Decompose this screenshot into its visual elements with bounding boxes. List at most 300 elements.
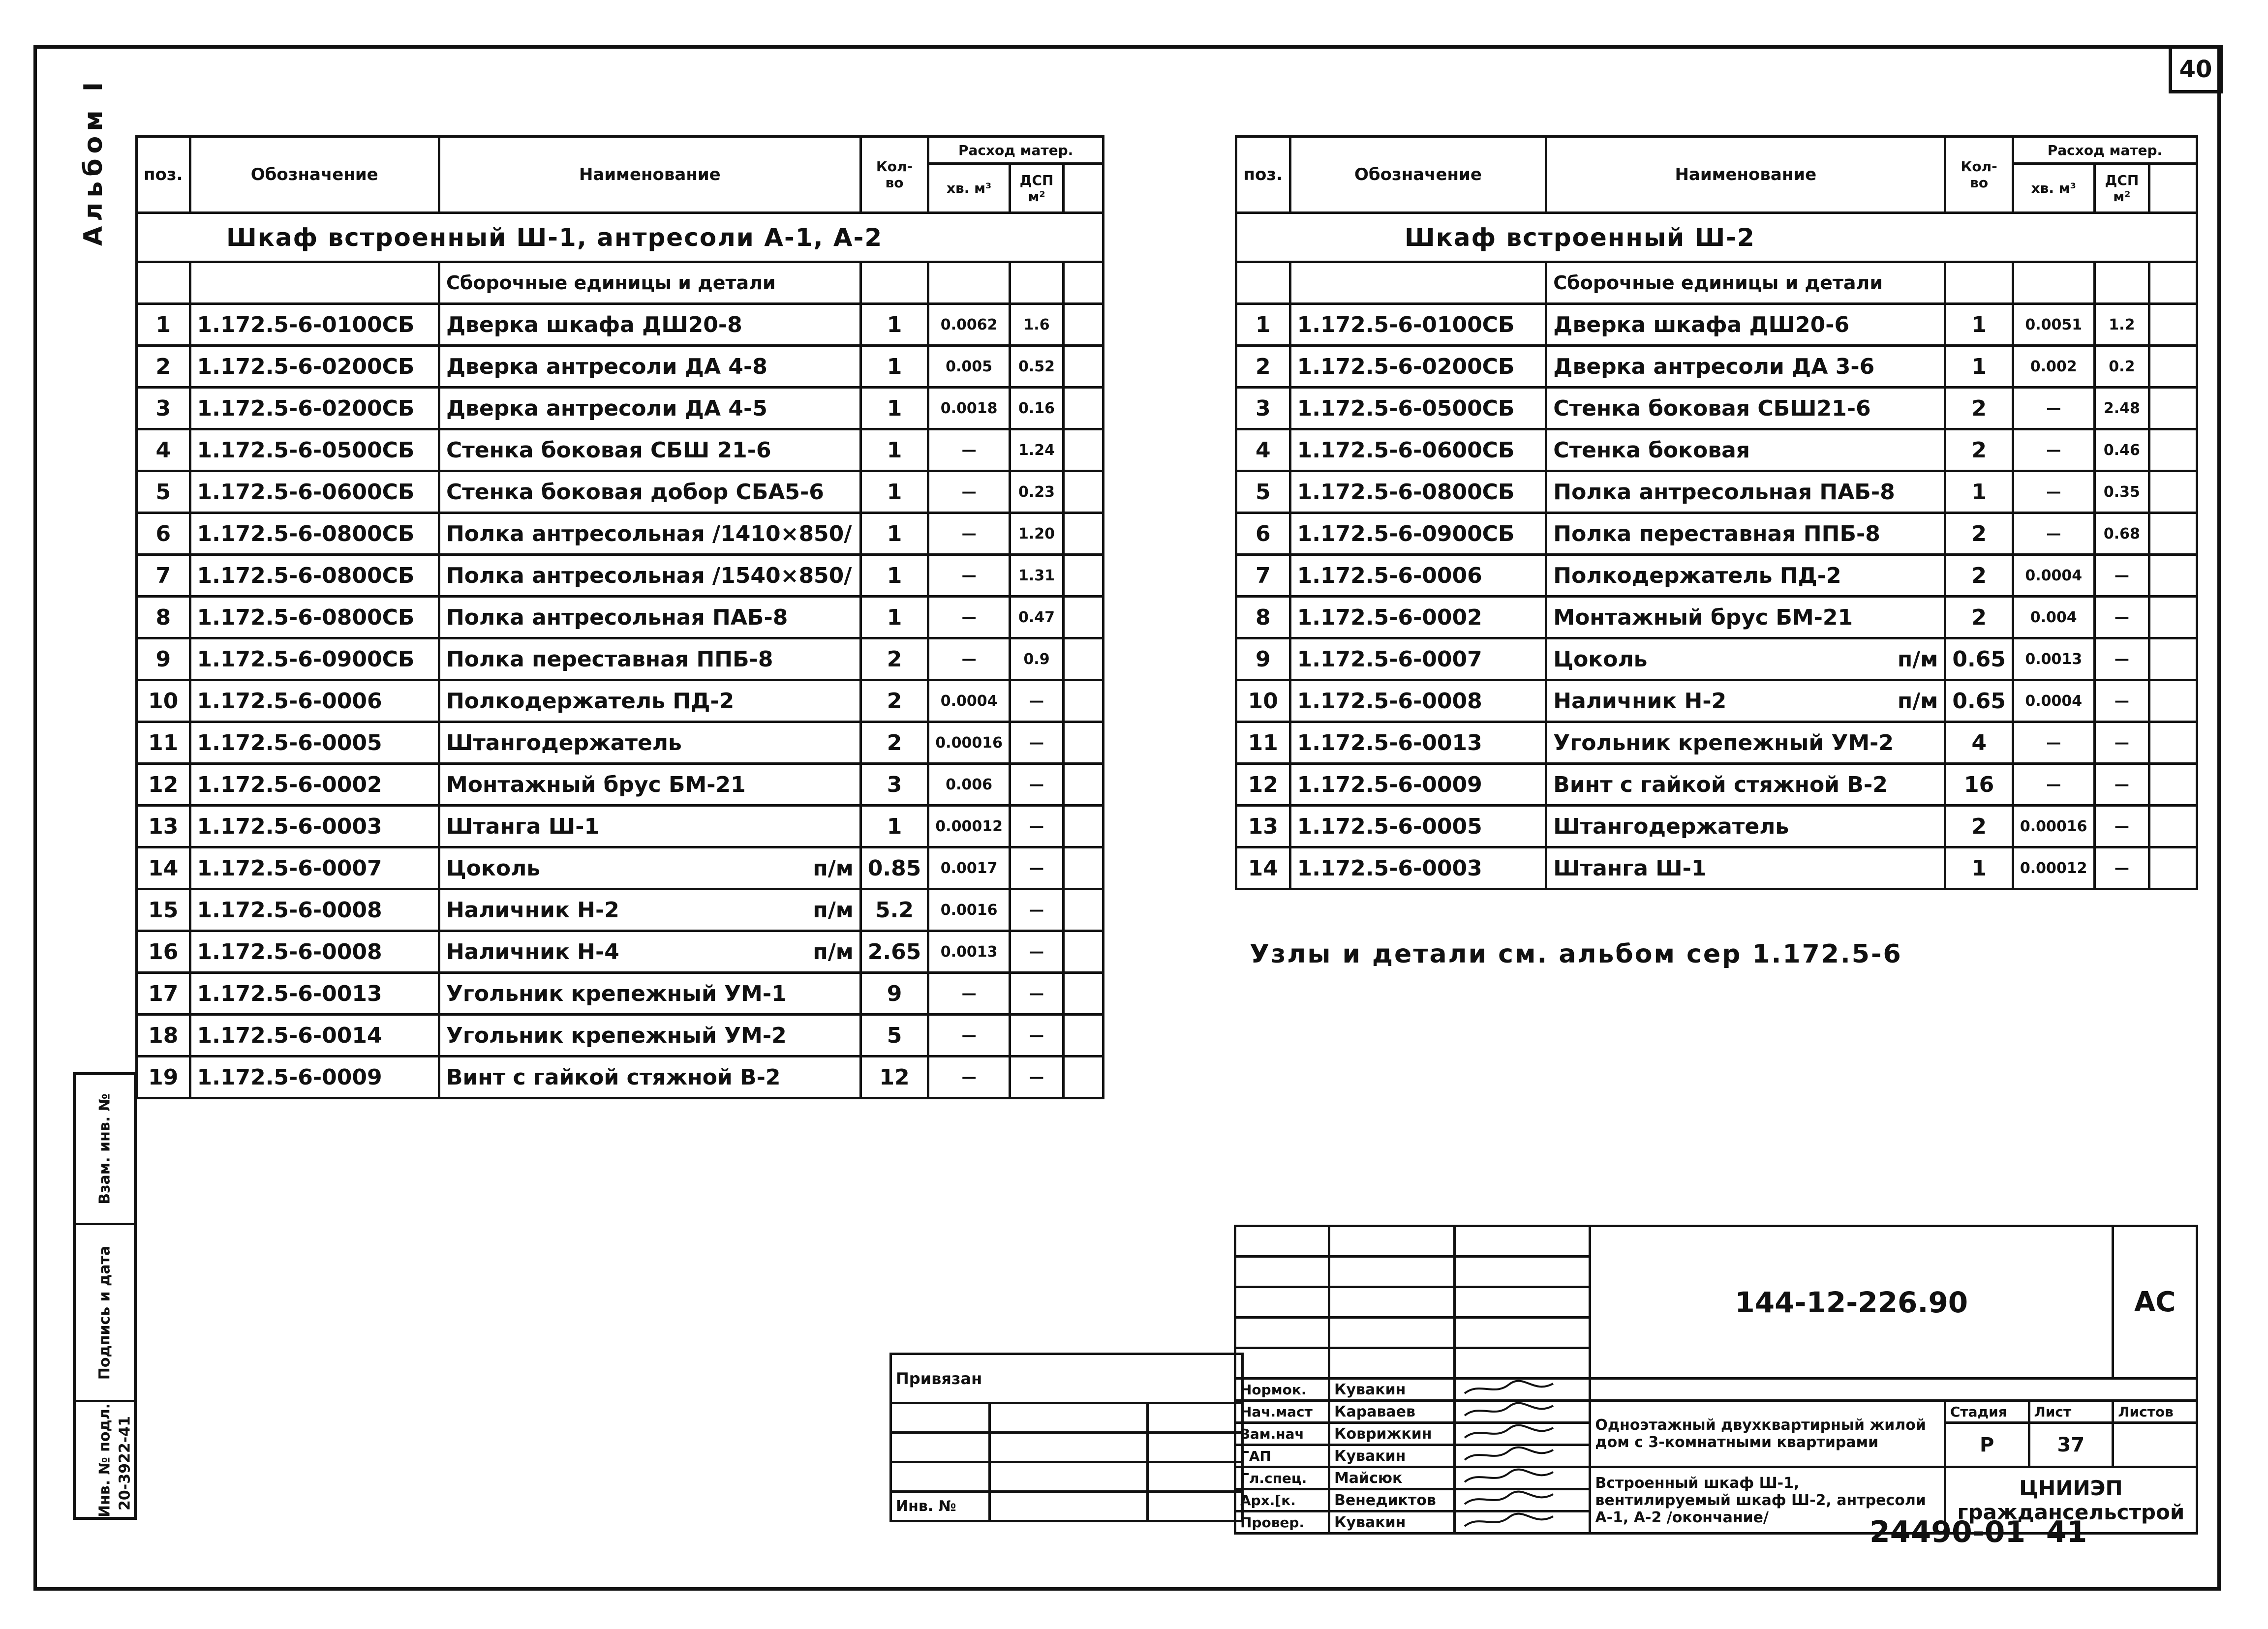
role-person: Майсюк (1329, 1467, 1454, 1489)
row-dsp: 0.46 (2094, 429, 2149, 471)
left-row (137, 1015, 1103, 1056)
row-dsp: — (2094, 597, 2149, 638)
header-qty: Кол-во (860, 137, 928, 213)
row-dsp: — (2094, 638, 2149, 680)
row-hv: 0.0004 (928, 680, 1010, 722)
row-qty: 1 (1945, 471, 2013, 513)
row-pos: 6 (1236, 513, 1290, 555)
signature-scribble (1460, 1402, 1558, 1419)
row-dsp: — (2094, 847, 2149, 889)
row-designation: 1.172.5-6-0005 (1290, 806, 1546, 847)
row-name-text: Полка переставная ППБ-8 (446, 646, 773, 672)
role-title: Арх.[к. (1235, 1489, 1329, 1511)
header-empty (1064, 164, 1103, 213)
row-name (439, 304, 860, 346)
signature (1454, 1379, 1590, 1401)
right-row (1236, 555, 2197, 597)
row-hv: — (928, 597, 1010, 638)
row-designation: 1.172.5-6-0002 (190, 764, 439, 806)
row-dsp: — (1010, 889, 1063, 931)
row-name-text: Полка антресольная ПАБ-8 (446, 604, 788, 630)
row-name-text: Полка переставная ППБ-8 (1553, 521, 1880, 546)
row-hv: — (928, 1056, 1010, 1098)
row-qty: 1 (860, 513, 928, 555)
row-name-text: Цоколь (1553, 646, 1648, 672)
album-label: Альбом I (79, 77, 108, 246)
row-pos: 3 (1236, 388, 1290, 429)
row-name (1546, 555, 1945, 597)
row-dsp: — (1010, 806, 1063, 847)
header-pos: поз. (1236, 137, 1290, 213)
right-row (1236, 513, 2197, 555)
row-qty: 5 (860, 1015, 928, 1056)
row-name-text: Монтажный брус БМ-21 (1553, 604, 1853, 630)
right-spec-table (1235, 135, 2198, 890)
right-row (1236, 722, 2197, 764)
row-name (439, 388, 860, 429)
row-pos: 13 (1236, 806, 1290, 847)
row-designation: 1.172.5-6-0800СБ (1290, 471, 1546, 513)
stamp-inv-podl: Инв. № подл. (76, 1400, 134, 1518)
row-hv: 0.005 (928, 346, 1010, 388)
row-designation: 1.172.5-6-0200СБ (190, 388, 439, 429)
row-designation: 1.172.5-6-0100СБ (1290, 304, 1546, 346)
row-designation: 1.172.5-6-0800СБ (190, 513, 439, 555)
row-pos: 3 (137, 388, 190, 429)
left-row (137, 471, 1103, 513)
row-designation: 1.172.5-6-0006 (1290, 555, 1546, 597)
row-name (1546, 429, 1945, 471)
row-name (1546, 388, 1945, 429)
right-subtitle: Сборочные единицы и детали (1546, 262, 1945, 304)
row-name (439, 973, 860, 1015)
row-qty: 2 (1945, 597, 2013, 638)
row-name (439, 638, 860, 680)
row-name (439, 346, 860, 388)
title-block (1234, 1225, 2198, 1535)
row-dsp: — (2094, 680, 2149, 722)
row-qty: 16 (1945, 764, 2013, 806)
row-dsp: 1.20 (1010, 513, 1063, 555)
row-designation: 1.172.5-6-0600СБ (190, 471, 439, 513)
role-title: Гл.спец. (1235, 1467, 1329, 1489)
row-name (1546, 806, 1945, 847)
header-qty: Кол-во (1945, 137, 2013, 213)
row-pos: 10 (1236, 680, 1290, 722)
row-designation: 1.172.5-6-0007 (1290, 638, 1546, 680)
signature-scribble (1460, 1468, 1558, 1486)
row-qty: 1 (860, 388, 928, 429)
row-dsp: 0.47 (1010, 597, 1063, 638)
row-name-text: Штанга Ш-1 (1553, 855, 1707, 881)
row-hv: 0.0017 (928, 847, 1010, 889)
row-hv: — (928, 513, 1010, 555)
row-qty: 2 (860, 638, 928, 680)
row-dsp: — (1010, 764, 1063, 806)
row-hv: — (2013, 429, 2094, 471)
row-name (1546, 346, 1945, 388)
row-name-text: Полкодержатель ПД-2 (446, 688, 735, 714)
row-hv: 0.00016 (928, 722, 1010, 764)
row-name (1546, 847, 1945, 889)
header-consumption: Расход матер. (2013, 137, 2197, 164)
row-pos: 16 (137, 931, 190, 973)
row-qty: 1 (860, 304, 928, 346)
row-name (1546, 638, 1945, 680)
row-hv: 0.0013 (2013, 638, 2094, 680)
left-row (137, 680, 1103, 722)
row-name (1546, 471, 1945, 513)
signature (1454, 1445, 1590, 1467)
row-name-text: Наличник Н-4 (446, 939, 619, 965)
header-dsp: ДСП м² (1010, 164, 1063, 213)
row-hv: 0.0016 (928, 889, 1010, 931)
left-row (137, 388, 1103, 429)
role-person: Коврижкин (1329, 1423, 1454, 1445)
left-row (137, 889, 1103, 931)
row-name-text: Штанга Ш-1 (446, 814, 600, 839)
row-qty: 2 (1945, 429, 2013, 471)
note-text: Узлы и детали см. альбом сер 1.172.5-6 (1250, 939, 1902, 969)
row-pos: 8 (137, 597, 190, 638)
row-dsp: — (2094, 555, 2149, 597)
row-designation: 1.172.5-6-0007 (190, 847, 439, 889)
row-dsp: 0.52 (1010, 346, 1063, 388)
row-qty: 2 (860, 722, 928, 764)
left-spec-table (135, 135, 1104, 1099)
row-pos: 4 (137, 429, 190, 471)
row-pos: 1 (137, 304, 190, 346)
left-row (137, 597, 1103, 638)
right-row (1236, 346, 2197, 388)
row-designation: 1.172.5-6-0800СБ (190, 597, 439, 638)
row-qty: 2 (1945, 513, 2013, 555)
row-name (1546, 680, 1945, 722)
signature (1454, 1511, 1590, 1534)
row-designation: 1.172.5-6-0013 (190, 973, 439, 1015)
row-name-text: Дверка шкафа ДШ20-8 (446, 312, 742, 337)
row-dsp: 0.23 (1010, 471, 1063, 513)
right-row (1236, 471, 2197, 513)
row-designation: 1.172.5-6-0200СБ (190, 346, 439, 388)
row-name (1546, 304, 1945, 346)
row-designation: 1.172.5-6-0008 (190, 889, 439, 931)
row-dsp: 0.68 (2094, 513, 2149, 555)
row-pos: 17 (137, 973, 190, 1015)
row-name-text: Угольник крепежный УМ-2 (1553, 730, 1894, 755)
row-hv: — (2013, 388, 2094, 429)
role-person: Караваев (1329, 1401, 1454, 1423)
row-designation: 1.172.5-6-0500СБ (190, 429, 439, 471)
row-dsp: 1.24 (1010, 429, 1063, 471)
row-dsp: 0.16 (1010, 388, 1063, 429)
row-qty: 5.2 (860, 889, 928, 931)
row-dsp: 1.2 (2094, 304, 2149, 346)
row-name-text: Дверка антресоли ДА 3-6 (1553, 354, 1875, 379)
row-qty: 3 (860, 764, 928, 806)
right-row (1236, 429, 2197, 471)
row-pos: 14 (1236, 847, 1290, 889)
row-name-text: Угольник крепежный УМ-1 (446, 981, 787, 1006)
right-row (1236, 764, 2197, 806)
row-qty: 0.65 (1945, 680, 2013, 722)
row-dsp: — (1010, 1015, 1063, 1056)
row-hv: 0.0018 (928, 388, 1010, 429)
row-qty: 1 (860, 806, 928, 847)
row-name (439, 931, 860, 973)
row-name (439, 680, 860, 722)
header-dsp: ДСП м² (2094, 164, 2149, 213)
row-qty: 1 (1945, 847, 2013, 889)
role-row (1235, 1401, 2197, 1423)
row-dsp: 0.35 (2094, 471, 2149, 513)
row-pos: 6 (137, 513, 190, 555)
org-name: ЦНИИЭП гражданcельстрой (1945, 1467, 2197, 1534)
row-pos: 12 (1236, 764, 1290, 806)
left-row (137, 513, 1103, 555)
right-row (1236, 388, 2197, 429)
row-designation: 1.172.5-6-0009 (190, 1056, 439, 1098)
row-name (439, 555, 860, 597)
row-unit: п/м (813, 855, 854, 881)
role-title: Зам.нач (1235, 1423, 1329, 1445)
sheet-label: Лист (2029, 1401, 2113, 1423)
row-name (439, 806, 860, 847)
row-dsp: — (2094, 764, 2149, 806)
row-designation: 1.172.5-6-0008 (1290, 680, 1546, 722)
header-name: Наименование (439, 137, 860, 213)
row-name-text: Стенка боковая добор СБА5-6 (446, 479, 824, 505)
signature (1454, 1423, 1590, 1445)
row-name-text: Полка антресольная ПАБ-8 (1553, 479, 1895, 505)
sheets-label: Листов (2113, 1401, 2197, 1423)
row-name-text: Стенка боковая СБШ21-6 (1553, 395, 1871, 421)
stamp-inv-podl-value: 20-3922-41 (116, 1416, 134, 1510)
signature-scribble (1460, 1446, 1558, 1464)
row-hv: 0.0004 (2013, 680, 2094, 722)
row-hv: — (928, 973, 1010, 1015)
left-subtitle: Сборочные единицы и детали (439, 262, 860, 304)
row-hv: 0.0004 (2013, 555, 2094, 597)
left-row (137, 722, 1103, 764)
row-name (439, 722, 860, 764)
row-unit: п/м (1897, 646, 1938, 672)
left-row (137, 847, 1103, 889)
role-person: Кувакин (1329, 1445, 1454, 1467)
row-designation: 1.172.5-6-0900СБ (1290, 513, 1546, 555)
row-qty: 9 (860, 973, 928, 1015)
role-title: Нач.маст (1235, 1401, 1329, 1423)
left-section-title: Шкаф встроенный Ш-1, антресоли А-1, А-2 (137, 213, 1103, 262)
sheet-title: Встроенный шкаф Ш-1, вентилируемый шкаф Ш-2, антресоли А-1, А-2 /окончание/ (1590, 1467, 1945, 1534)
row-designation: 1.172.5-6-0500СБ (1290, 388, 1546, 429)
row-pos: 9 (137, 638, 190, 680)
row-name-text: Стенка боковая (1553, 437, 1750, 463)
row-qty: 1 (860, 597, 928, 638)
row-name (439, 1015, 860, 1056)
row-qty: 1 (1945, 304, 2013, 346)
row-name-text: Дверка антресоли ДА 4-8 (446, 354, 767, 379)
header-hv: хв. м³ (928, 164, 1010, 213)
privyazan-label: Привязан (891, 1354, 1243, 1403)
page-number: 40 (2169, 45, 2223, 93)
row-hv: — (928, 638, 1010, 680)
row-pos: 5 (137, 471, 190, 513)
row-pos: 2 (137, 346, 190, 388)
row-dsp: — (2094, 722, 2149, 764)
right-table-body (1236, 304, 2197, 889)
role-title: ГАП (1235, 1445, 1329, 1467)
doc-code: 144-12-226.90 (1590, 1226, 2113, 1379)
row-name-text: Винт с гайкой стяжной В-2 (446, 1064, 781, 1090)
row-dsp: — (1010, 847, 1063, 889)
row-qty: 2.65 (860, 931, 928, 973)
row-dsp: — (1010, 680, 1063, 722)
row-qty: 2 (1945, 806, 2013, 847)
stamp-podpis-data: Подпись и дата (76, 1223, 134, 1400)
row-hv: — (928, 471, 1010, 513)
row-pos: 2 (1236, 346, 1290, 388)
row-designation: 1.172.5-6-0100СБ (190, 304, 439, 346)
row-qty: 0.65 (1945, 638, 2013, 680)
header-pos: поз. (137, 137, 190, 213)
right-row (1236, 638, 2197, 680)
row-name-text: Наличник Н-2 (446, 897, 619, 923)
row-name-text: Дверка антресоли ДА 4-5 (446, 395, 767, 421)
role-row (1235, 1379, 2197, 1401)
row-pos: 9 (1236, 638, 1290, 680)
row-pos: 18 (137, 1015, 190, 1056)
row-name (1546, 597, 1945, 638)
row-pos: 11 (1236, 722, 1290, 764)
bottom-code: 24490-01 41 (1870, 1515, 2087, 1549)
row-hv: 0.002 (2013, 346, 2094, 388)
row-pos: 10 (137, 680, 190, 722)
signature-scribble (1460, 1512, 1558, 1530)
inv-no-label: Инв. № (891, 1492, 990, 1521)
row-hv: — (2013, 722, 2094, 764)
row-name-text: Наличник Н-2 (1553, 688, 1727, 714)
row-hv: — (928, 429, 1010, 471)
row-pos: 19 (137, 1056, 190, 1098)
row-hv: — (2013, 471, 2094, 513)
row-name-text: Полка антресольная /1540×850/ (446, 563, 852, 588)
row-hv: 0.00012 (928, 806, 1010, 847)
row-name-text: Полка антресольная /1410×850/ (446, 521, 852, 546)
row-hv: — (2013, 513, 2094, 555)
right-section-title: Шкаф встроенный Ш-2 (1236, 213, 2197, 262)
row-pos: 1 (1236, 304, 1290, 346)
signature-scribble (1460, 1490, 1558, 1508)
header-empty (2149, 164, 2197, 213)
row-qty: 2 (1945, 388, 2013, 429)
row-hv: — (928, 1015, 1010, 1056)
row-qty: 1 (860, 429, 928, 471)
row-designation: 1.172.5-6-0800СБ (190, 555, 439, 597)
row-dsp: 2.48 (2094, 388, 2149, 429)
row-name (1546, 513, 1945, 555)
row-hv: 0.0051 (2013, 304, 2094, 346)
row-designation: 1.172.5-6-0003 (190, 806, 439, 847)
row-qty: 2 (860, 680, 928, 722)
row-designation: 1.172.5-6-0005 (190, 722, 439, 764)
row-name (439, 429, 860, 471)
row-dsp: — (1010, 931, 1063, 973)
row-dsp: — (1010, 722, 1063, 764)
row-pos: 8 (1236, 597, 1290, 638)
row-designation: 1.172.5-6-0008 (190, 931, 439, 973)
row-hv: 0.0062 (928, 304, 1010, 346)
row-dsp: 0.2 (2094, 346, 2149, 388)
header-name: Наименование (1546, 137, 1945, 213)
value-sheet: 37 (2029, 1423, 2113, 1467)
signature (1454, 1489, 1590, 1511)
row-qty: 12 (860, 1056, 928, 1098)
stamp-inv-podl-value-wrap (110, 1412, 140, 1515)
right-row (1236, 806, 2197, 847)
row-name (1546, 764, 1945, 806)
row-designation: 1.172.5-6-0003 (1290, 847, 1546, 889)
left-row (137, 931, 1103, 973)
value-sheets (2113, 1423, 2197, 1467)
row-unit: п/м (1897, 688, 1938, 714)
signature (1454, 1467, 1590, 1489)
row-pos: 13 (137, 806, 190, 847)
header-hv: хв. м³ (2013, 164, 2094, 213)
row-name (1546, 722, 1945, 764)
role-title: Нормок. (1235, 1379, 1329, 1401)
row-dsp: — (1010, 1056, 1063, 1098)
row-qty: 1 (860, 346, 928, 388)
row-name-text: Штангодержатель (1553, 814, 1789, 839)
row-name-text: Дверка шкафа ДШ20-6 (1553, 312, 1850, 337)
row-pos: 12 (137, 764, 190, 806)
role-row (1235, 1467, 2197, 1489)
row-dsp: 1.6 (1010, 304, 1063, 346)
row-qty: 2 (1945, 555, 2013, 597)
row-name (439, 764, 860, 806)
row-designation: 1.172.5-6-0014 (190, 1015, 439, 1056)
row-unit: п/м (813, 939, 854, 965)
project-title: Одноэтажный двухквартирный жилой дом с 3-комнатными квартирами (1590, 1401, 1945, 1467)
row-name-text: Штангодержатель (446, 730, 682, 755)
role-person: Кувакин (1329, 1511, 1454, 1534)
row-pos: 7 (1236, 555, 1290, 597)
row-hv: 0.0013 (928, 931, 1010, 973)
row-hv: — (2013, 764, 2094, 806)
right-row (1236, 597, 2197, 638)
row-dsp: — (2094, 806, 2149, 847)
row-pos: 14 (137, 847, 190, 889)
row-dsp: 1.31 (1010, 555, 1063, 597)
stamp-vzam-inv: Взам. инв. № (96, 1093, 114, 1205)
role-person: Венедиктов (1329, 1489, 1454, 1511)
role-title: Провер. (1235, 1511, 1329, 1534)
row-designation: 1.172.5-6-0013 (1290, 722, 1546, 764)
bottom-sheet: 41 (2046, 1515, 2087, 1549)
signature (1454, 1401, 1590, 1423)
row-name (439, 471, 860, 513)
row-hv: 0.004 (2013, 597, 2094, 638)
row-name (439, 889, 860, 931)
row-designation: 1.172.5-6-0200СБ (1290, 346, 1546, 388)
left-row (137, 806, 1103, 847)
row-name-text: Стенка боковая СБШ 21-6 (446, 437, 771, 463)
row-hv: 0.006 (928, 764, 1010, 806)
row-pos: 7 (137, 555, 190, 597)
right-row (1236, 680, 2197, 722)
row-name-text: Монтажный брус БМ-21 (446, 772, 746, 797)
